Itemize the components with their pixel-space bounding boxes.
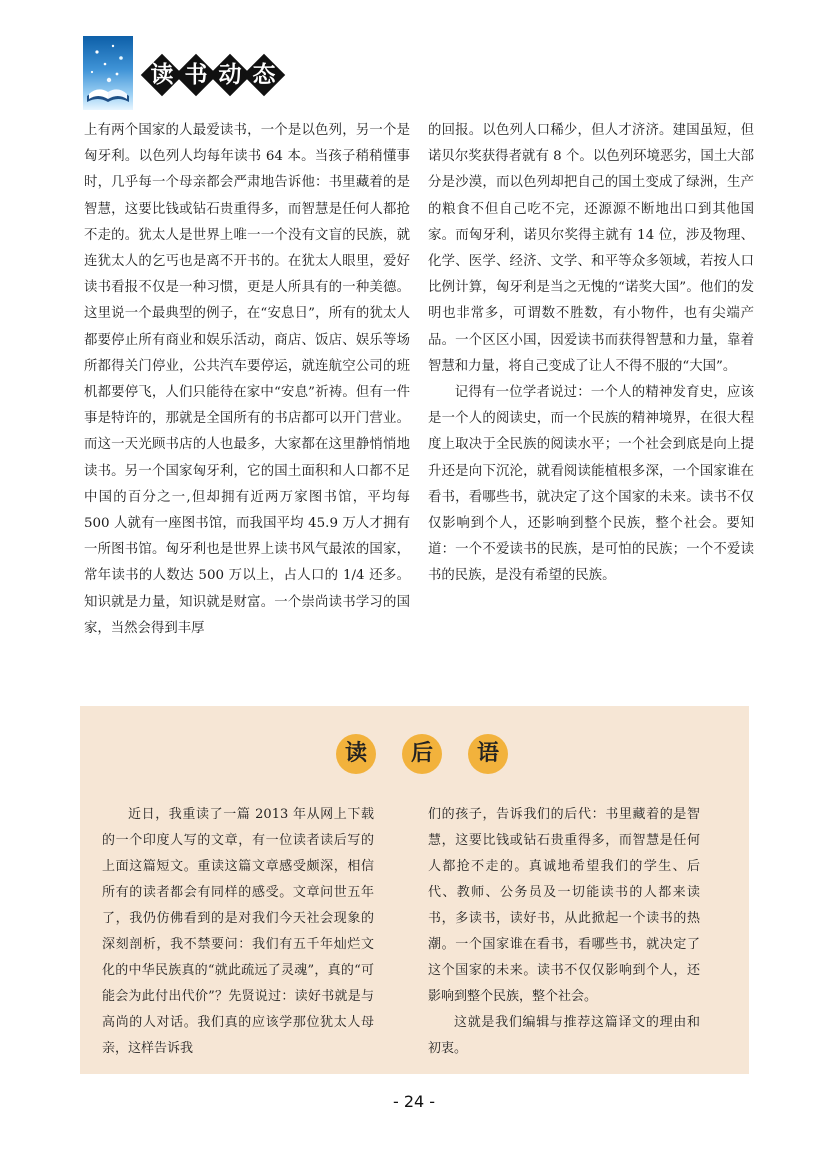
afterword-paragraph: 近日，我重读了一篇 2013 年从网上下载的一个印度人写的文章，有一位读者读后写的上面这篇短文。重读这篇文章感受颇深，相信所有的读者都会有同样的感受。文章问世五年了，我仍仿佛看到的是对我们今天社会现象的深刻剖析，我不禁要问：我们有五千年灿烂文化的中华民族真的“就此疏远了灵魂”，真的“可能会为此付出代价”？先贤说过：读好书就是与高尚的人对话。我们真的应该学那位犹太人母亲，这样告诉我 — [102, 807, 374, 1056]
article-column-right — [428, 118, 754, 590]
article-paragraph: 记得有一位学者说过：一个人的精神发育史，应该是一个人的阅读史，而一个民族的精神境界，在很大程度上取决于全民族的阅读水平；一个社会到底是向上提升还是向下沉沦，就看阅读能植根多深，一个国家谁在看书，看哪些书，就决定了这个国家的未来。读书不仅仅影响到个人，还影响到整个民族，整个社会。要知道：一个不爱读书的民族，是可怕的民族；一个不爱读书的民族，是没有希望的民族。 — [428, 385, 754, 584]
afterword-title-char: 语 — [468, 734, 508, 774]
afterword-title-char: 读 — [336, 734, 376, 774]
afterword-paragraph: 这就是我们编辑与推荐这篇译文的理由和初衷。 — [428, 1015, 700, 1056]
title-char: 动 — [218, 62, 242, 88]
section-header — [83, 36, 343, 112]
afterword-title — [336, 734, 516, 778]
article-body — [84, 118, 752, 678]
afterword-title-char: 后 — [402, 734, 442, 774]
title-char: 态 — [252, 62, 276, 88]
article-column-left — [84, 118, 410, 642]
afterword-panel — [80, 706, 749, 1074]
article-paragraph: 上有两个国家的人最爱读书，一个是以色列，另一个是匈牙利。以色列人均每年读书 64 本。当孩子稍稍懂事时，几乎每一个母亲都会严肃地告诉他：书里藏着的是智慧，这要比钱或钻石贵重得多，而智慧是任何人都抢不走的。犹太人是世界上唯一一个没有文盲的民族，就连犹太人的乞丐也是离不开书的。在犹太人眼里，爱好读书看报不仅是一种习惯，更是人所具有的一种美德。这里说一个最典型的例子，在“安息日”，所有的犹太人都要停止所有商业和娱乐活动，商店、饭店、娱乐等场所都得关门停业，公共汽车要停运，就连航空公司的班机都要停飞，人们只能待在家中“安息”祈祷。但有一件事是特许的，那就是全国所有的书店都可以开门营业。而这一天光顾书店的人也最多，大家都在这里静悄悄地读书。另一个国家匈牙利，它的国土面积和人口都不足中国的百分之一,但却拥有近两万家图书馆，平均每 500 人就有一座图书馆，而我国平均 45.9 万人才拥有一所图书馆。匈牙利也是世界上读书风气最浓的国家，常年读书的人数达 500 万以上，占人口的 1/4 还多。知识就是力量，知识就是财富。一个崇尚读书学习的国家，当然会得到丰厚 — [84, 123, 410, 636]
section-title — [141, 54, 341, 94]
afterword-column-right — [428, 802, 700, 1062]
open-book-icon — [83, 36, 133, 110]
title-diamond — [243, 54, 285, 96]
article-paragraph: 的回报。以色列人口稀少，但人才济济。建国虽短，但诺贝尔奖获得者就有 8 个。以色列环境恶劣，国土大部分是沙漠，而以色列却把自己的国土变成了绿洲，生产的粮食不但自己吃不完，还源源不断地出口到其他国家。而匈牙利，诺贝尔奖得主就有 14 位，涉及物理、化学、医学、经济、文学、和平等众多领域，若按人口比例计算，匈牙利是当之无愧的“诺奖大国”。他们的发明也非常多，可谓数不胜数，有小物件，也有尖端产品。一个区区小国，因爱读书而获得智慧和力量，靠着智慧和力量，将自己变成了让人不得不服的“大国”。 — [428, 123, 754, 374]
title-char: 读 — [150, 62, 174, 88]
afterword-paragraph: 们的孩子，告诉我们的后代：书里藏着的是智慧，这要比钱或钻石贵重得多，而智慧是任何人都抢不走的。真诚地希望我们的学生、后代、教师、公务员及一切能读书的人都来读书，多读书，读好书，从此掀起一个读书的热潮。一个国家谁在看书，看哪些书，就决定了这个国家的未来。读书不仅仅影响到个人，还影响到整个民族，整个社会。 — [428, 807, 700, 1004]
page-number: - 24 - — [392, 1092, 436, 1111]
afterword-column-left — [102, 802, 374, 1062]
title-char: 书 — [184, 62, 208, 88]
